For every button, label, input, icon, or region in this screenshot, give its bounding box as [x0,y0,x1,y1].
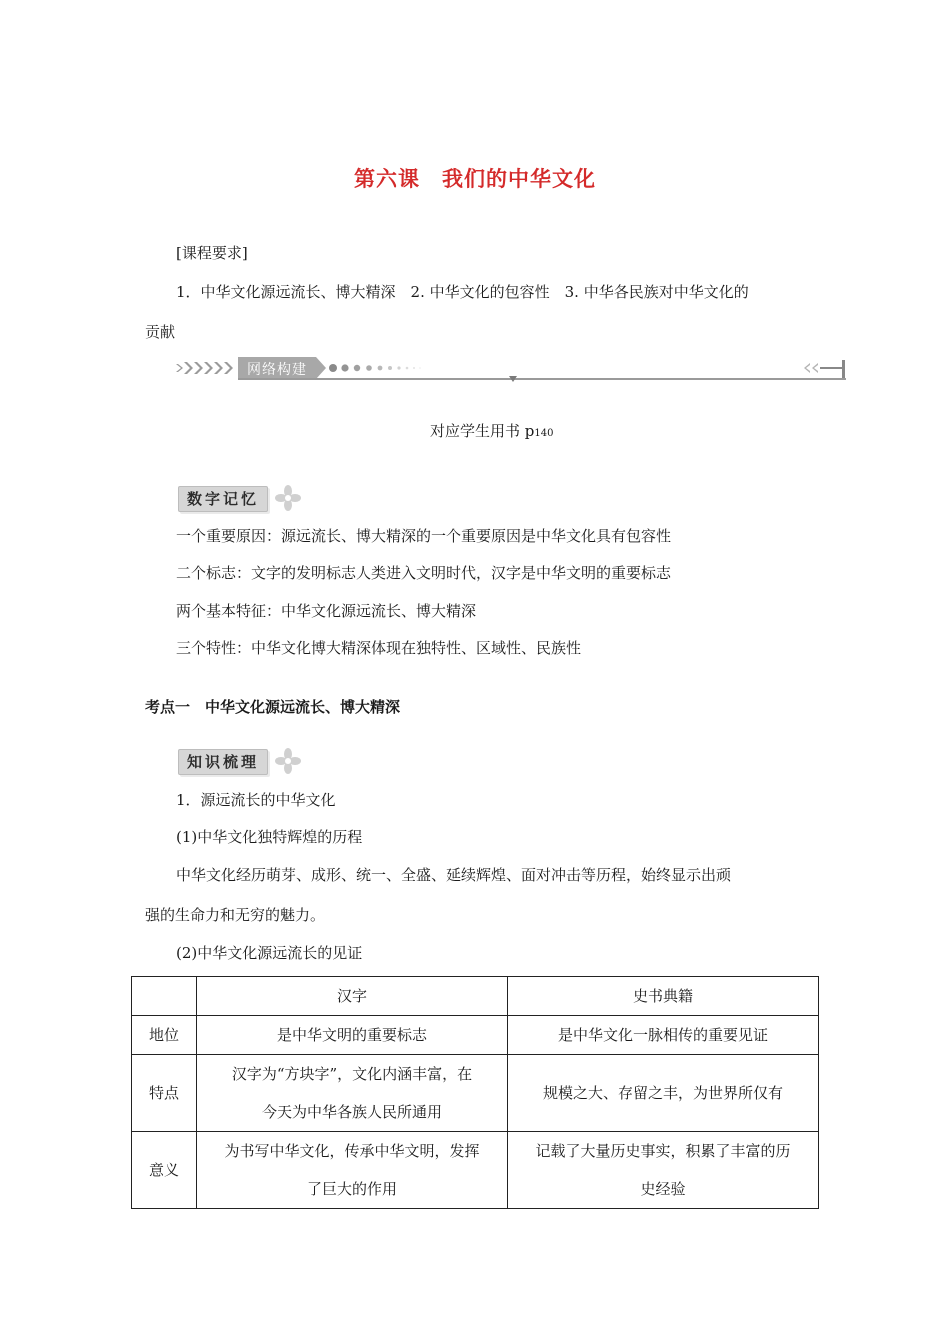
table-cell-line: 记载了大量历史事实，积累了丰富的历 [535,1142,791,1160]
table-cell [197,1132,508,1209]
knowledge-paragraph-line-1: 中华文化经历萌芽、成形、统一、全盛、延续辉煌、面对冲击等历程，始终显示出顽 [176,866,732,884]
requirements-line-1: 1．中华文化源远流长、博大精深 2. 中华文化的包容性 3. 中华各民族对中华文化的 [176,283,749,301]
knowledge-subpoint-2: (2)中华文化源远流长的见证 [176,944,363,962]
digit-memory-item: 三个特性：中华文化博大精深体现在独特性、区域性、民族性 [176,639,582,657]
digit-memory-item: 一个重要原因：源远流长、博大精深的一个重要原因是中华文化具有包容性 [176,527,672,545]
lesson-number: 第六课 [354,167,420,191]
table-cell-line: 了巨大的作用 [306,1180,397,1198]
table-header-cell [132,977,197,1016]
book-reference-text: 对应学生用书 p [430,422,535,440]
table-cell-line: 史经验 [640,1180,686,1198]
book-reference-page: 140 [534,428,554,439]
requirements-heading: [课程要求] [176,244,248,262]
network-banner-label: 网络构建 [247,362,307,378]
requirements-line-2: 贡献 [145,323,176,341]
left-arrows-icon [176,362,233,374]
table-cell-line: 今天为中华各族人民所通用 [261,1103,442,1121]
table-row [132,1055,819,1132]
book-reference [430,421,553,444]
network-banner [176,356,848,382]
table-row-label: 特点 [132,1055,197,1132]
comparison-table [131,976,819,1209]
page-title [0,163,950,193]
digit-memory-item: 二个标志：文字的发明标志人类进入文明时代，汉字是中华文明的重要标志 [176,564,672,582]
right-arrows-icon [804,363,818,373]
table-cell [508,1132,819,1209]
table-row-label: 地位 [132,1016,197,1055]
knowledge-badge: 知识梳理 [178,749,268,775]
knowledge-point-1: 1．源远流长的中华文化 [176,791,336,809]
table-cell-line: 汉字为“方块字”，文化内涵丰富，在 [231,1065,473,1083]
lesson-title: 我们的中华文化 [442,167,596,191]
table-cell: 规模之大、存留之丰，为世界所仅有 [508,1055,819,1132]
flower-icon [275,748,301,774]
table-row [132,1132,819,1209]
table-header-cell: 汉字 [197,977,508,1016]
table-cell [197,1055,508,1132]
flower-icon [275,485,301,511]
table-header-row [132,977,819,1016]
table-header-cell: 史书典籍 [508,977,819,1016]
table-cell: 是中华文明的重要标志 [197,1016,508,1055]
table-row-label: 意义 [132,1132,197,1209]
table-cell-line: 为书写中华文化，传承中华文明，发挥 [224,1142,480,1160]
digit-memory-item: 两个基本特征：中华文化源远流长、博大精深 [176,602,477,620]
dots-icon [329,364,421,372]
exam-point-title: 考点一 中华文化源远流长、博大精深 [145,698,401,716]
table-cell: 是中华文化一脉相传的重要见证 [508,1016,819,1055]
table-row [132,1016,819,1055]
digit-memory-badge: 数字记忆 [178,486,268,512]
knowledge-subpoint-1: (1)中华文化独特辉煌的历程 [176,828,363,846]
knowledge-paragraph-line-2: 强的生命力和无穷的魅力。 [145,906,326,924]
